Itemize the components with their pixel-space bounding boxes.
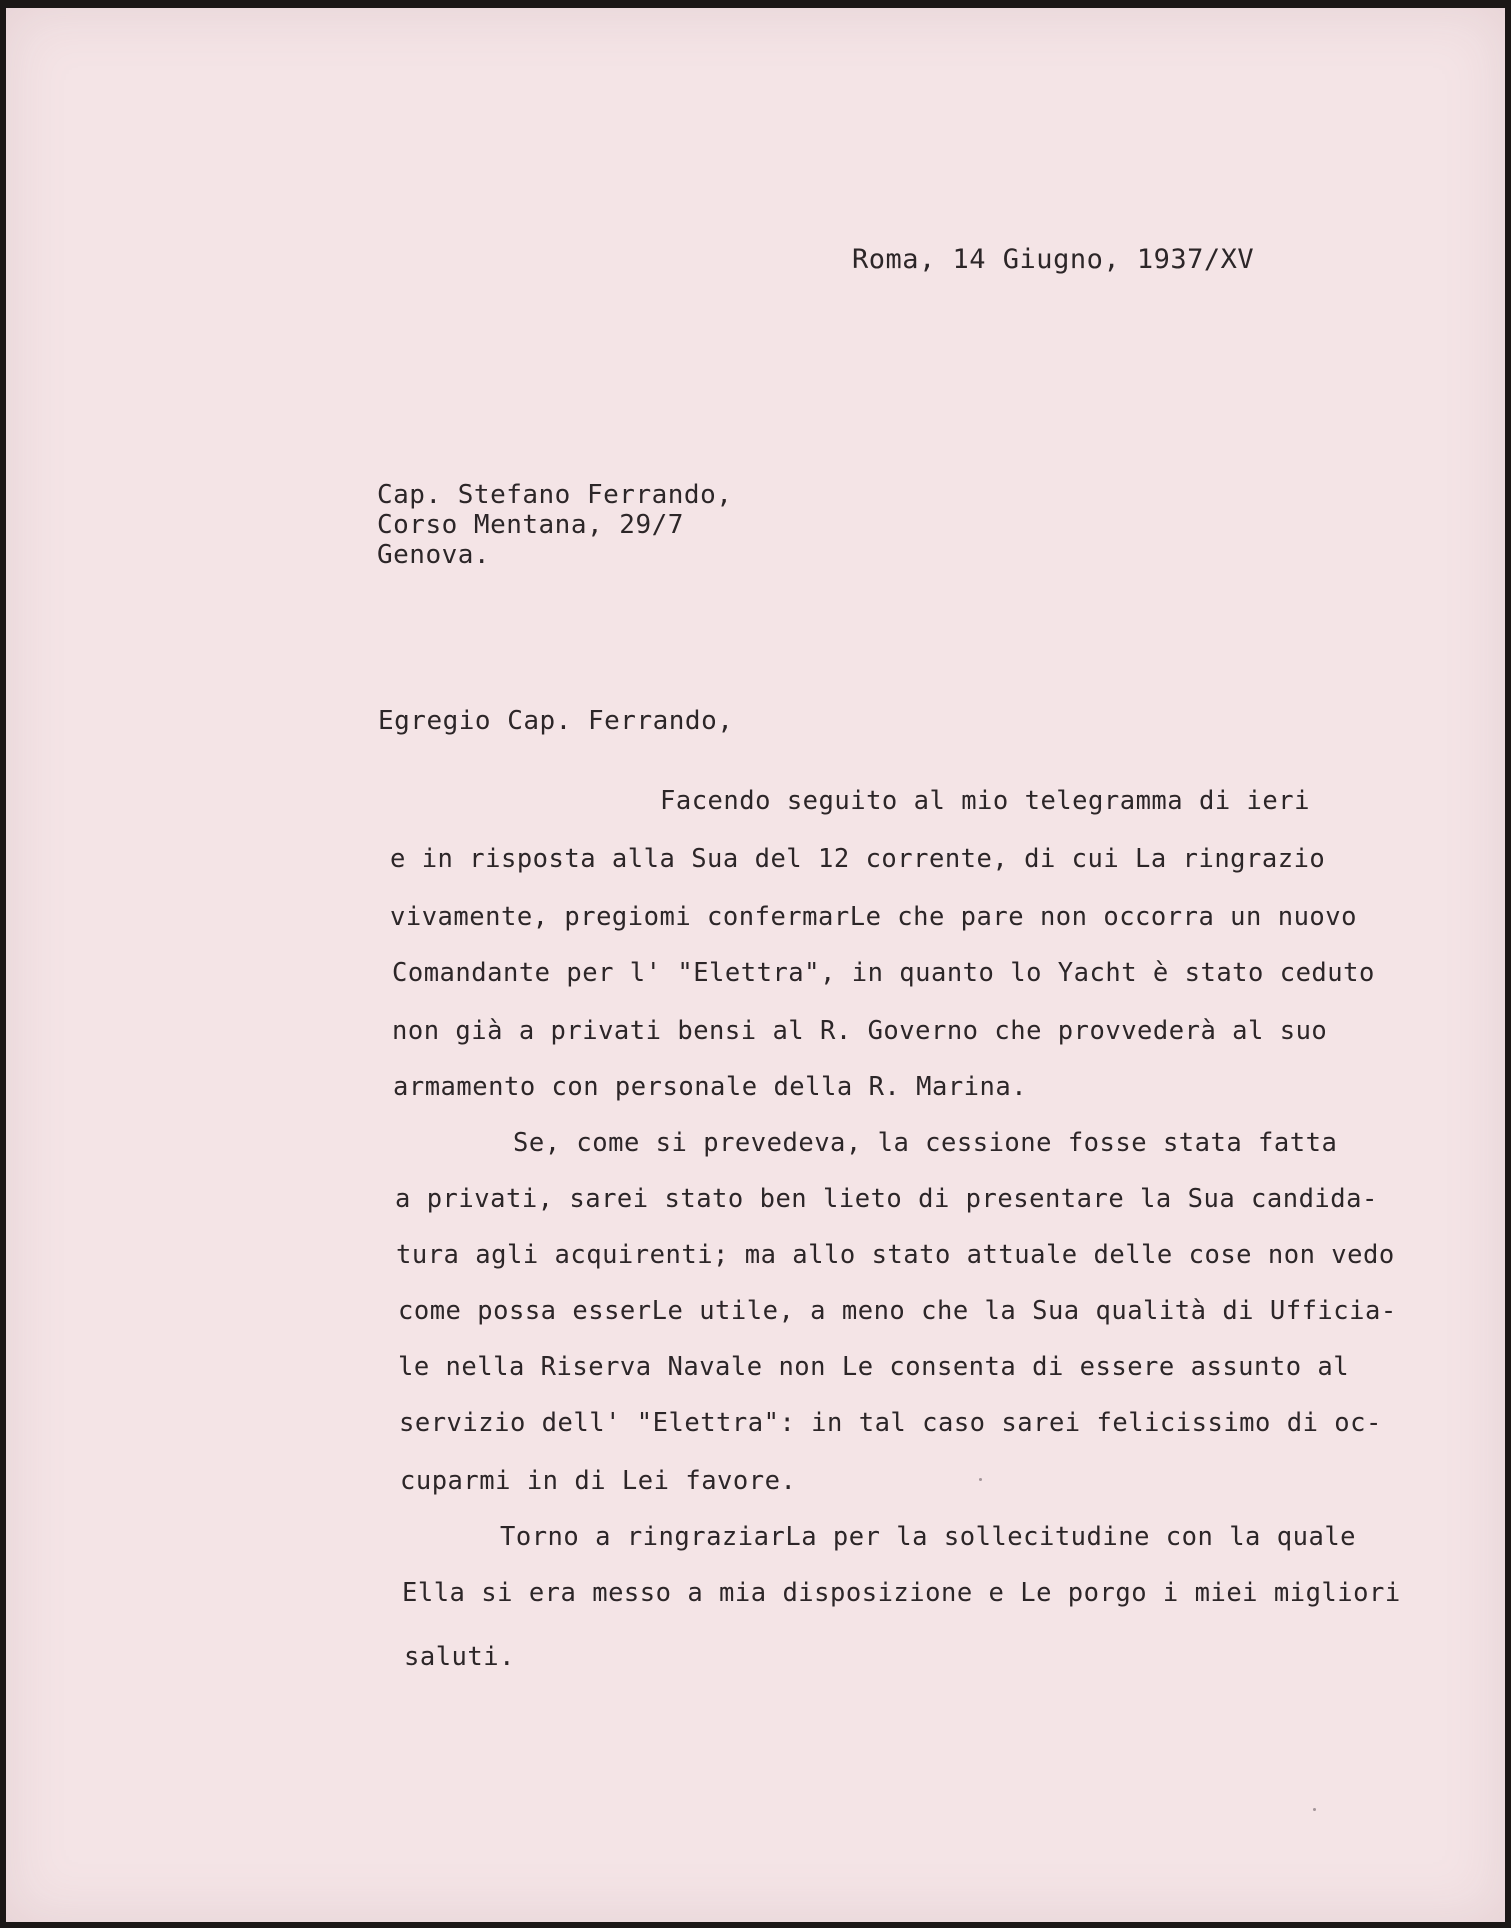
body-line: come possa esserLe utile, a meno che la Sua qualità di Ufficia- [398, 1296, 1397, 1326]
body-line: servizio dell' "Elettra": in tal caso sarei felicissimo di oc- [399, 1408, 1382, 1438]
body-line: armamento con personale della R. Marina. [393, 1072, 1028, 1102]
salutation: Egregio Cap. Ferrando, [378, 706, 734, 736]
body-line: Ella si era messo a mia disposizione e Le porgo i miei migliori [402, 1578, 1401, 1608]
letter-date: Roma, 14 Giugno, 1937/XV [852, 244, 1255, 275]
body-line: Comandante per l' "Elettra", in quanto lo Yacht è stato ceduto [392, 958, 1375, 988]
body-line: saluti. [404, 1642, 515, 1672]
recipient-street: Corso Mentana, 29/7 [377, 510, 684, 540]
paper-speck [979, 1478, 982, 1481]
body-line: Torno a ringraziarLa per la sollecitudine con la quale [500, 1522, 1357, 1552]
recipient-name: Cap. Stefano Ferrando, [377, 480, 733, 510]
body-line: non già a privati bensi al R. Governo che provvederà al suo [392, 1016, 1328, 1046]
paper-speck [1313, 1808, 1316, 1811]
body-line: Se, come si prevedeva, la cessione fosse stata fatta [513, 1128, 1338, 1158]
body-line: le nella Riserva Navale non Le consenta di essere assunto al [398, 1352, 1350, 1382]
body-line: vivamente, pregiomi confermarLe che pare non occorra un nuovo [390, 902, 1357, 932]
body-line: tura agli acquirenti; ma allo stato attuale delle cose non vedo [396, 1240, 1395, 1270]
body-line: e in risposta alla Sua del 12 corrente, di cui La ringrazio [390, 844, 1326, 874]
body-line: Facendo seguito al mio telegramma di ieri [660, 786, 1310, 816]
body-line: cuparmi in di Lei favore. [400, 1466, 797, 1496]
body-line: a privati, sarei stato ben lieto di presentare la Sua candida- [395, 1184, 1378, 1214]
recipient-city: Genova. [377, 540, 491, 570]
